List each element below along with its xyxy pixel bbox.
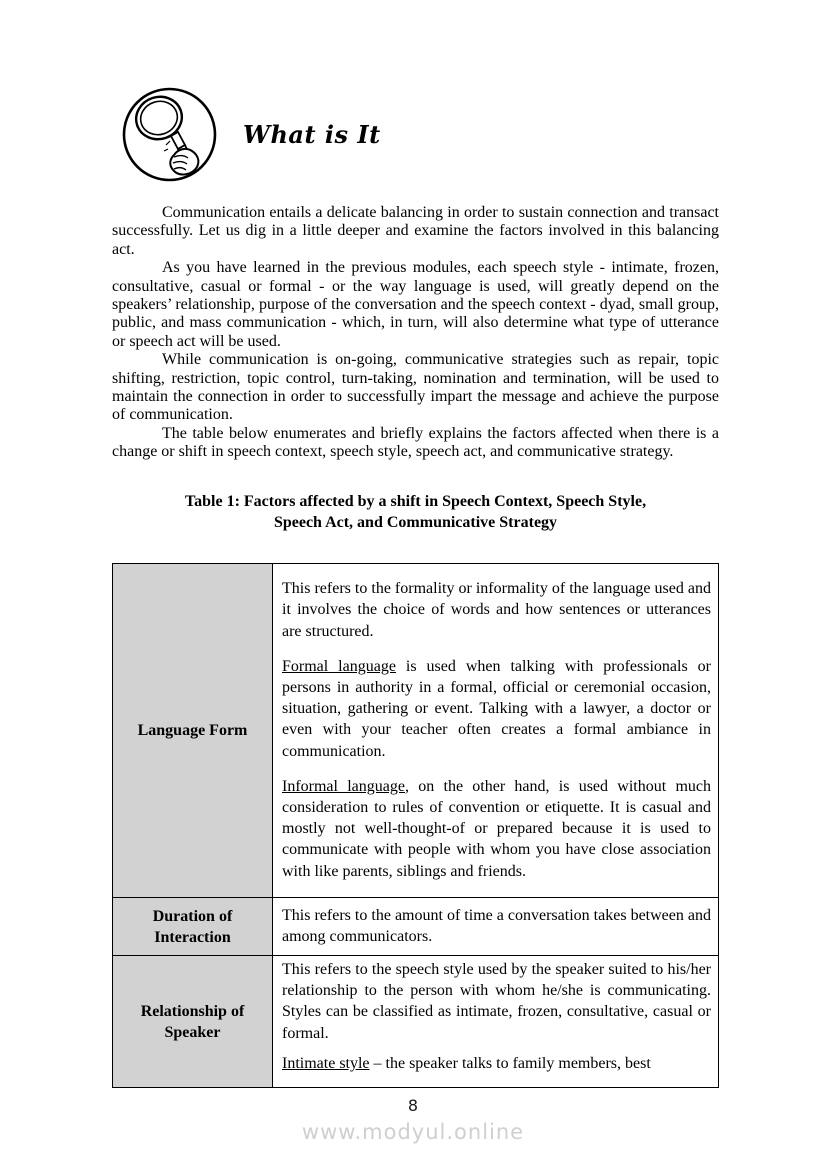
row-header-duration-of-interaction: Duration of Interaction [113, 898, 273, 956]
intro-paragraph-1: Communication entails a delicate balancing in order to sustain connection and transact successfully. Let us dig in a little deeper and examine the factors involved in this balancing act. [112, 204, 719, 258]
intro-text [112, 204, 719, 462]
table-caption-line-1: Table 1: Factors affected by a shift in Speech Context, Speech Style, [184, 493, 647, 510]
table-caption [112, 491, 719, 533]
table-row [113, 898, 719, 956]
row-body-language-form: This refers to the formality or informality of the language used and it involves the choice of words and how sentences or utterances are structured. Formal language is used when talking with professionals or persons in authority in a formal, official or ceremonial occasion, situation, gathering or event. Talking with a lawyer, a doctor or even with your teacher often creates a formal ambiance in communication. Informal language, on the other hand, is used without much consideration to rules of convention or etiquette. It is casual and mostly not well-thought-of or prepared because it is used to communicate with people with whom you have close association with like parents, siblings and friends. [273, 564, 719, 898]
row-header-language-form: Language Form [113, 564, 273, 898]
magnifier-in-hand-icon [122, 87, 217, 182]
table-row [113, 956, 719, 1088]
factors-table [112, 563, 719, 1088]
intro-paragraph-4: The table below enumerates and briefly explains the factors affected when there is a change or shift in speech context, speech style, speech act, and communicative strategy. [112, 424, 719, 461]
table-caption-line-2: Speech Act, and Communicative Strategy [273, 514, 558, 531]
watermark-text: www.modyul.online [301, 1120, 525, 1144]
table-row [113, 564, 719, 898]
intro-paragraph-2: As you have learned in the previous modules, each speech style - intimate, frozen, consultative, casual or formal - or the way language is used, will greatly depend on the speakers’ relationship, purpose of the conversation and the speech context - dyad, small group, public, and mass communication - which, in turn, will also determine what type of utterance or speech act will be used. [112, 259, 719, 350]
intro-paragraph-3: While communication is on-going, communicative strategies such as repair, topic shifting, restriction, topic control, turn-taking, nomination and termination, will be used to maintain the connection in order to successfully impart the message and achieve the purpose of communication. [112, 351, 719, 424]
page-number: 8 [407, 1096, 419, 1115]
row-body-relationship-of-speaker: This refers to the speech style used by the speaker suited to his/her relationship to the person with whom he/she is communicating. Styles can be classified as intimate, frozen, consultative, casual or formal. Intimate style – the speaker talks to family members, best [273, 956, 719, 1088]
section-header [122, 87, 381, 182]
page-title: What is It [243, 120, 381, 149]
row-header-relationship-of-speaker: Relationship of Speaker [113, 956, 273, 1088]
row-body-duration-of-interaction: This refers to the amount of time a conversation takes between and among communicators. [273, 898, 719, 956]
